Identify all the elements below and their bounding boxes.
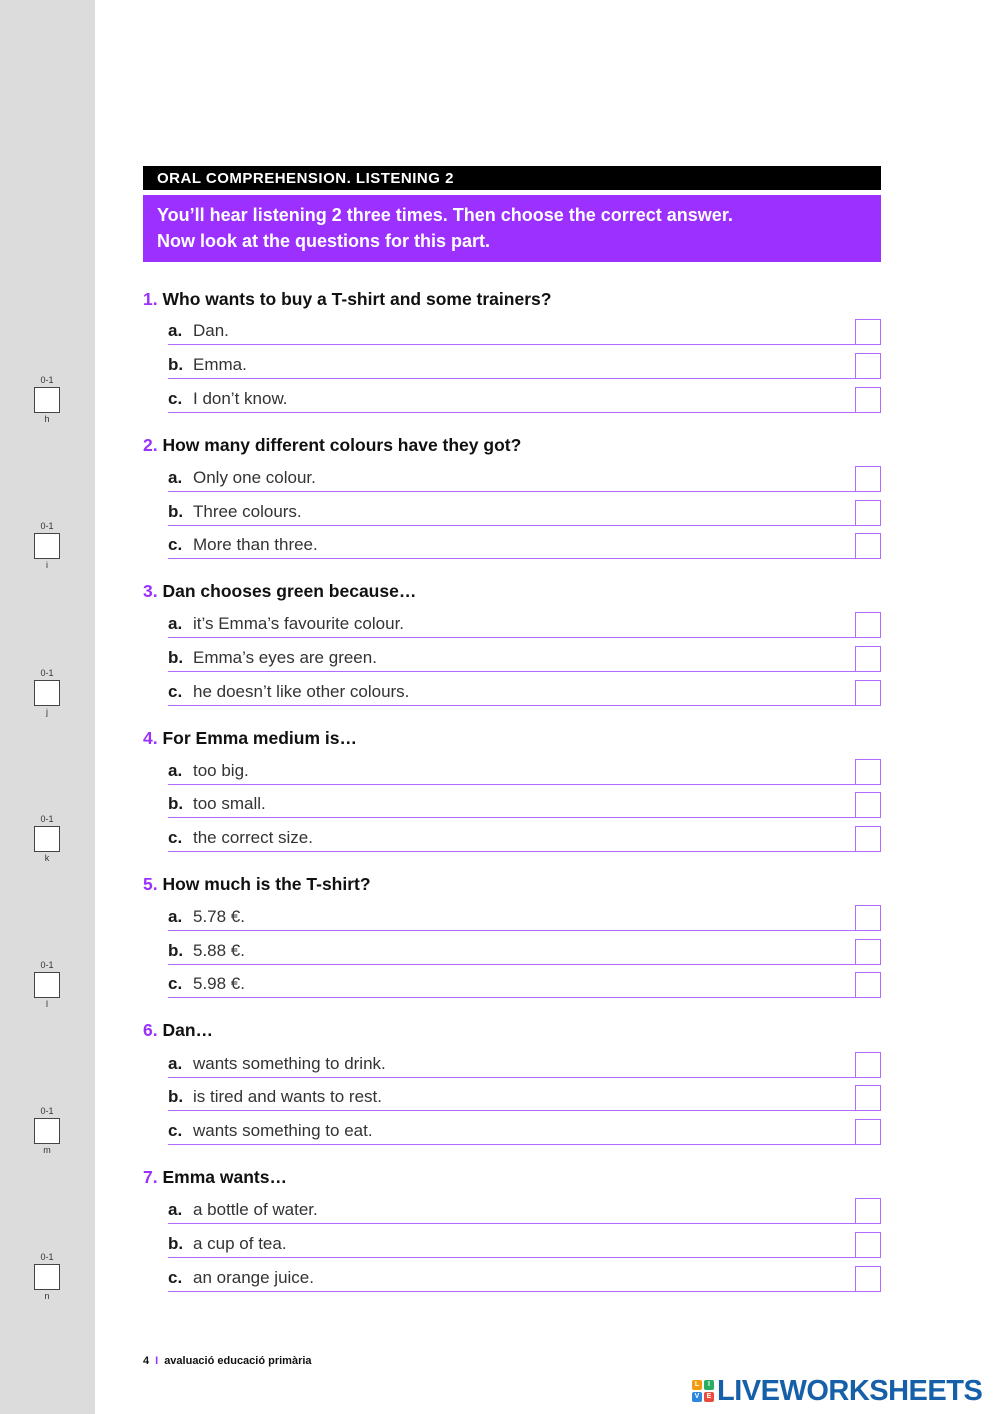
option-text: 5.88 €.	[193, 941, 245, 960]
score-letter: k	[44, 853, 50, 863]
answer-checkbox[interactable]	[855, 905, 881, 931]
option-letter: b.	[168, 941, 184, 960]
question-number: 1.	[143, 289, 158, 309]
answer-option[interactable]	[168, 1085, 881, 1111]
answer-option[interactable]	[168, 500, 881, 526]
option-letter: c.	[168, 682, 183, 701]
score-range: 0-1	[40, 521, 54, 531]
score-range: 0-1	[40, 668, 54, 678]
question-number: 4.	[143, 728, 158, 748]
instructions-line: You’ll hear listening 2 three times. Then choose the correct answer.	[157, 205, 733, 225]
page-number: 4	[143, 1355, 150, 1367]
answer-checkbox[interactable]	[855, 533, 881, 559]
answer-option[interactable]	[168, 826, 881, 852]
answer-option[interactable]	[168, 759, 881, 785]
option-text: 5.78 €.	[193, 907, 245, 926]
instructions-box	[143, 195, 881, 262]
option-letter: a.	[168, 468, 183, 487]
option-letter: a.	[168, 761, 183, 780]
answer-checkbox[interactable]	[855, 1052, 881, 1078]
score-letter: m	[43, 1145, 51, 1155]
answer-option[interactable]	[168, 1266, 881, 1292]
score-range: 0-1	[40, 1252, 54, 1262]
score-letter: h	[44, 414, 50, 424]
score-box[interactable]	[34, 972, 60, 998]
option-letter: c.	[168, 974, 183, 993]
option-text: wants something to drink.	[193, 1054, 386, 1073]
score-item	[30, 814, 64, 864]
question-number: 3.	[143, 581, 158, 601]
answer-checkbox[interactable]	[855, 1232, 881, 1258]
question-text: How many different colours have they got?	[162, 435, 522, 455]
answer-checkbox[interactable]	[855, 319, 881, 345]
option-text: Three colours.	[193, 502, 302, 521]
option-text: is tired and wants to rest.	[193, 1087, 382, 1106]
question-title	[143, 1020, 213, 1041]
logo-text: LIVEWORKSHEETS	[717, 1374, 983, 1407]
question-title	[143, 874, 371, 895]
question-title	[143, 581, 416, 602]
question-number: 2.	[143, 435, 158, 455]
score-letter: l	[46, 999, 48, 1009]
option-letter: b.	[168, 1087, 184, 1106]
answer-option[interactable]	[168, 1119, 881, 1145]
answer-option[interactable]	[168, 319, 881, 345]
answer-checkbox[interactable]	[855, 612, 881, 638]
answer-checkbox[interactable]	[855, 1266, 881, 1292]
footer-text: avaluació educació primària	[164, 1355, 312, 1367]
score-box[interactable]	[34, 680, 60, 706]
answer-option[interactable]	[168, 792, 881, 818]
score-range: 0-1	[40, 814, 54, 824]
score-range: 0-1	[40, 375, 54, 385]
answer-option[interactable]	[168, 1232, 881, 1258]
option-text: Emma.	[193, 355, 247, 374]
option-text: 5.98 €.	[193, 974, 245, 993]
answer-checkbox[interactable]	[855, 387, 881, 413]
score-range: 0-1	[40, 960, 54, 970]
answer-checkbox[interactable]	[855, 646, 881, 672]
answer-checkbox[interactable]	[855, 500, 881, 526]
score-item	[30, 1106, 64, 1156]
option-text: too small.	[193, 794, 266, 813]
score-item	[30, 668, 64, 718]
answer-checkbox[interactable]	[855, 1119, 881, 1145]
answer-option[interactable]	[168, 466, 881, 492]
score-box[interactable]	[34, 826, 60, 852]
question-text: How much is the T-shirt?	[162, 874, 371, 894]
answer-checkbox[interactable]	[855, 759, 881, 785]
option-letter: b.	[168, 502, 184, 521]
answer-option[interactable]	[168, 939, 881, 965]
score-item	[30, 1252, 64, 1302]
option-letter: c.	[168, 1268, 183, 1287]
answer-checkbox[interactable]	[855, 1198, 881, 1224]
question-title	[143, 435, 521, 456]
option-text: Only one colour.	[193, 468, 316, 487]
option-letter: c.	[168, 389, 183, 408]
answer-checkbox[interactable]	[855, 826, 881, 852]
score-letter: n	[44, 1291, 50, 1301]
question-text: Dan…	[162, 1020, 214, 1040]
answer-option[interactable]	[168, 387, 881, 413]
question-number: 5.	[143, 874, 158, 894]
answer-option[interactable]	[168, 1198, 881, 1224]
option-letter: a.	[168, 1054, 183, 1073]
answer-option[interactable]	[168, 905, 881, 931]
score-box[interactable]	[34, 387, 60, 413]
score-range: 0-1	[40, 1106, 54, 1116]
question-text: For Emma medium is…	[162, 728, 357, 748]
answer-option[interactable]	[168, 972, 881, 998]
option-letter: a.	[168, 907, 183, 926]
answer-option[interactable]	[168, 1052, 881, 1078]
option-text: the correct size.	[193, 828, 313, 847]
score-box[interactable]	[34, 1118, 60, 1144]
option-letter: a.	[168, 614, 183, 633]
answer-option[interactable]	[168, 353, 881, 379]
instructions-line: Now look at the questions for this part.	[157, 231, 491, 251]
answer-option[interactable]	[168, 533, 881, 559]
option-text: a bottle of water.	[193, 1200, 318, 1219]
question-text: Who wants to buy a T-shirt and some trainers?	[162, 289, 552, 309]
option-letter: c.	[168, 535, 183, 554]
score-margin	[0, 0, 95, 1414]
logo-mark-icon	[692, 1380, 714, 1402]
page-footer	[143, 1355, 312, 1367]
section-title: ORAL COMPREHENSION. LISTENING 2	[143, 166, 881, 190]
question-title	[143, 728, 357, 749]
answer-checkbox[interactable]	[855, 972, 881, 998]
logo-mark-cell: I	[704, 1380, 714, 1390]
score-letter: i	[46, 560, 48, 570]
question-title	[143, 1167, 287, 1188]
liveworksheets-logo	[692, 1374, 982, 1408]
question-text: Emma wants…	[162, 1167, 287, 1187]
answer-checkbox[interactable]	[855, 939, 881, 965]
option-letter: c.	[168, 1121, 183, 1140]
answer-checkbox[interactable]	[855, 792, 881, 818]
option-text: an orange juice.	[193, 1268, 314, 1287]
question-text: Dan chooses green because…	[162, 581, 417, 601]
option-text: a cup of tea.	[193, 1234, 287, 1253]
question-title	[143, 289, 551, 310]
option-letter: a.	[168, 321, 183, 340]
option-text: it’s Emma’s favourite colour.	[193, 614, 405, 633]
option-text: Dan.	[193, 321, 229, 340]
answer-checkbox[interactable]	[855, 1085, 881, 1111]
score-box[interactable]	[34, 533, 60, 559]
answer-option[interactable]	[168, 612, 881, 638]
score-item	[30, 521, 64, 571]
option-text: too big.	[193, 761, 249, 780]
option-text: More than three.	[193, 535, 318, 554]
answer-checkbox[interactable]	[855, 353, 881, 379]
logo-mark-cell: L	[692, 1380, 702, 1390]
option-letter: c.	[168, 828, 183, 847]
option-text: I don’t know.	[193, 389, 288, 408]
option-letter: a.	[168, 1200, 183, 1219]
score-item	[30, 960, 64, 1010]
question-number: 7.	[143, 1167, 158, 1187]
logo-mark-cell: V	[692, 1392, 702, 1402]
option-letter: b.	[168, 355, 184, 374]
answer-option[interactable]	[168, 680, 881, 706]
option-letter: b.	[168, 794, 184, 813]
question-number: 6.	[143, 1020, 158, 1040]
answer-checkbox[interactable]	[855, 680, 881, 706]
option-letter: b.	[168, 1234, 184, 1253]
answer-option[interactable]	[168, 646, 881, 672]
logo-mark-cell: E	[704, 1392, 714, 1402]
answer-checkbox[interactable]	[855, 466, 881, 492]
score-item	[30, 375, 64, 425]
option-text: wants something to eat.	[193, 1121, 373, 1140]
option-text: he doesn’t like other colours.	[193, 682, 410, 701]
footer-separator: I	[155, 1355, 159, 1367]
option-letter: b.	[168, 648, 184, 667]
score-box[interactable]	[34, 1264, 60, 1290]
option-text: Emma’s eyes are green.	[193, 648, 377, 667]
score-letter: j	[46, 707, 48, 717]
